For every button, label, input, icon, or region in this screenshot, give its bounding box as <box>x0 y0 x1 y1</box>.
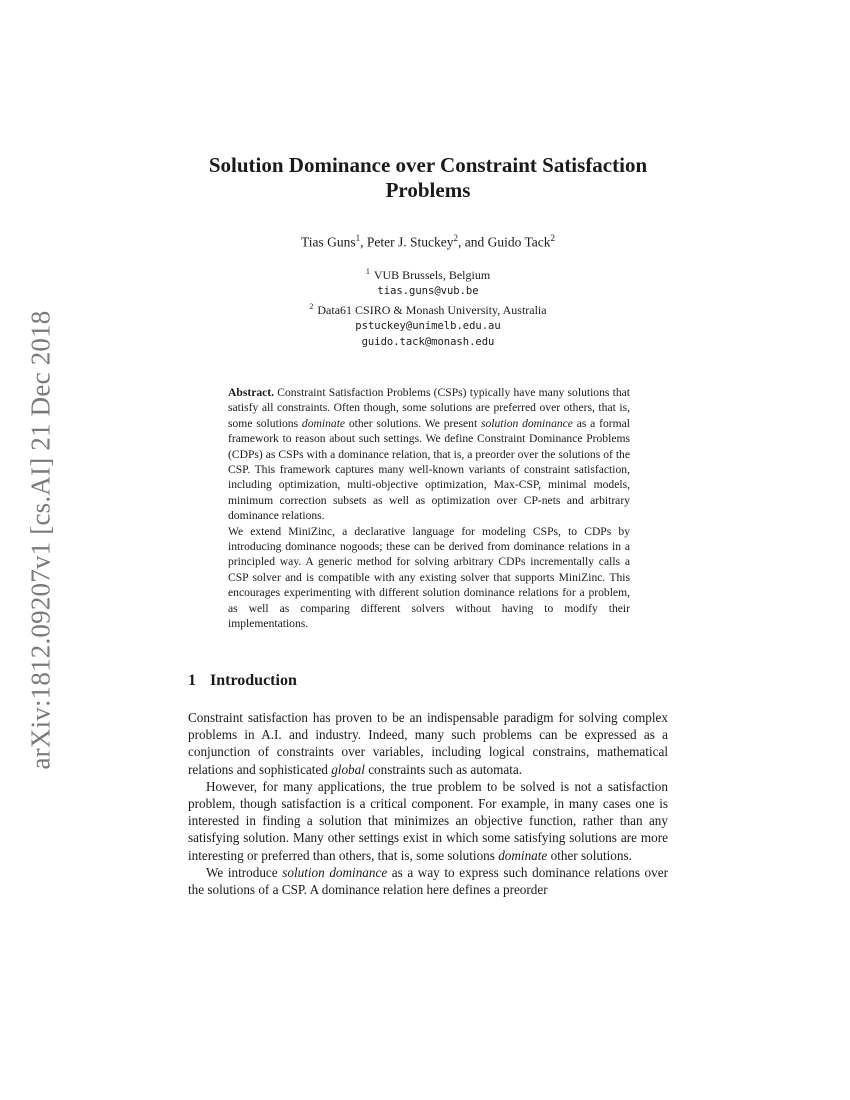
abstract-label: Abstract. <box>228 386 275 399</box>
body-paragraph-1 <box>188 709 668 778</box>
affiliation-mark: 2 <box>550 233 556 243</box>
affiliation-mark: 2 <box>453 233 458 243</box>
affiliation-text: Data61 CSIRO & Monash University, Australia <box>317 303 547 317</box>
author-name: Guido Tack <box>487 234 551 250</box>
abstract-emphasis: solution dominance <box>480 416 573 430</box>
author-name: Tias Guns <box>300 234 356 250</box>
abstract-paragraph-2: We extend MiniZinc, a declarative language for modeling CSPs, to CDPs by introducing dominance nogoods; these can be derived from dominance relations in a principled way. A generic method for solving arbitrary CDPs incrementally calls a CSP solver and is compatible with any existing solver that supports MiniZinc. This encourages experimenting with different solution dominance relations for a problem, as well as comparing different solvers without having to modify their implementations. <box>228 524 630 631</box>
section-number: 1 <box>188 672 196 689</box>
body-emphasis: solution dominance <box>282 864 388 880</box>
section-heading <box>188 672 297 690</box>
body-text-run: However, for many applications, the true problem to be solved is not a satisfaction problem, though satisfaction is a critical component. For example, in many cases one is interested in finding a solution that minimizes an objective function, rather than any satisfying solution. Many other settings exist in which some satisfying solutions are more interesting or preferred than others, that is, some solutions <box>188 778 668 863</box>
body-emphasis: global <box>331 761 365 777</box>
author-name: Peter J. Stuckey <box>366 234 454 250</box>
body-text <box>188 709 668 898</box>
title-line-2: Problems <box>385 178 471 202</box>
abstract-emphasis: dominate <box>301 416 346 430</box>
affiliation-mark: 1 <box>355 233 361 243</box>
title-line-1: Solution Dominance over Constraint Satisfaction <box>208 153 648 177</box>
arxiv-identifier-stamp: arXiv:1812.09207v1 [cs.AI] 21 Dec 2018 <box>25 310 56 770</box>
affiliation-mark: 1 <box>365 267 370 276</box>
body-paragraph-3 <box>188 864 668 898</box>
author-email: guido.tack@monash.edu <box>361 336 495 348</box>
abstract-text: Constraint Satisfaction Problems (CSPs) typically have many solutions that satisfy all constraints. Often though, some solutions are preferred over others, that is, some solutions <box>228 386 630 430</box>
affiliation-mark: 2 <box>309 302 314 311</box>
body-text-run: Constraint satisfaction has proven to be an indispensable paradigm for solving complex problems in A.I. and industry. Indeed, many such problems can be expressed as a conjunction of constraints over variables, including logical constrains, mathematical relations and sophisticated <box>188 710 668 777</box>
body-paragraph-2 <box>188 778 668 864</box>
author-separator: , <box>360 234 367 250</box>
abstract-paragraph-1 <box>228 385 630 524</box>
section-title: Introduction <box>210 672 297 689</box>
affiliation-2 <box>140 299 716 318</box>
body-text-run: other solutions. <box>547 847 632 863</box>
affiliation-1 <box>140 264 716 283</box>
paper-title <box>140 153 716 203</box>
author-email: pstuckey@unimelb.edu.au <box>355 320 501 332</box>
abstract <box>228 385 630 632</box>
body-emphasis: dominate <box>498 847 548 863</box>
body-text-run: constraints such as automata. <box>364 761 523 777</box>
author-separator: , and <box>457 234 488 250</box>
affiliations <box>140 264 716 350</box>
author-email: tias.guns@vub.be <box>377 285 479 297</box>
body-text-run: We introduce <box>206 864 283 880</box>
author-list <box>140 233 716 251</box>
abstract-text: as a formal framework to reason about such settings. We define Constraint Dominance Problems (CDPs) as CSPs with a dominance relation, that is, a preorder over the solutions of the CSP. This framework captures many well-known variants of constraint satisfaction, including optimization, multi-objective optimization, Max-CSP, minimal models, minimum correction subsets as well as optimization over CP-nets and arbitrary dominance relations. <box>228 416 630 523</box>
body-text-run: as a way to express such dominance relations over the solutions of a CSP. A dominance relation here defines a preorder <box>188 864 668 898</box>
abstract-text: other solutions. We present <box>345 416 481 430</box>
affiliation-text: VUB Brussels, Belgium <box>373 268 491 282</box>
